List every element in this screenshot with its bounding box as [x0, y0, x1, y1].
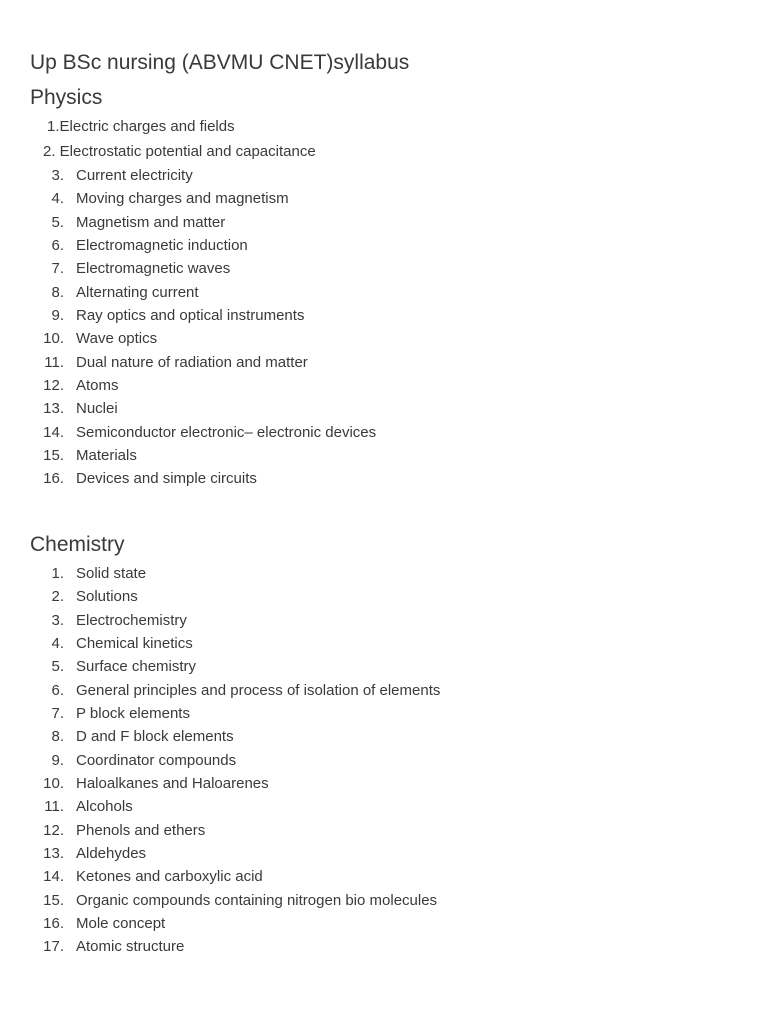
list-item	[30, 751, 750, 774]
list-item-number: 6.	[51, 237, 64, 255]
list-item-text: Phenols and ethers	[76, 821, 206, 839]
list-item-number: 12.	[43, 377, 64, 395]
list-item	[30, 376, 750, 399]
list-item-number: 4.	[51, 190, 64, 208]
list-item-number: 5.	[51, 658, 64, 676]
list-item	[30, 891, 750, 914]
list-item-text: Dual nature of radiation and matter	[76, 353, 308, 371]
list-item	[30, 166, 750, 189]
list-item-number: 7.	[51, 260, 64, 278]
list-item-text: Wave optics	[76, 330, 158, 348]
chemistry-heading: Chemistry	[30, 532, 125, 556]
list-item	[30, 259, 750, 282]
list-item	[30, 727, 750, 750]
list-item-text: Materials	[76, 447, 137, 465]
list-item-text: General principles and process of isolation of elements	[76, 681, 441, 699]
list-item-number: 17.	[43, 938, 64, 956]
list-item-text: Semiconductor electronic– electronic devices	[76, 423, 377, 441]
list-item-number: 6.	[51, 681, 64, 699]
list-item-number: 9.	[51, 751, 64, 769]
physics-section	[30, 83, 750, 493]
list-item-number: 5.	[51, 213, 64, 231]
list-item-text: Electromagnetic waves	[76, 260, 231, 278]
list-item-number: 2.	[51, 588, 64, 606]
list-item	[30, 681, 750, 704]
list-item	[30, 914, 750, 937]
list-item-number: 16.	[43, 470, 64, 488]
list-item-text: Atoms	[76, 377, 119, 395]
list-item-text: Solid state	[76, 564, 147, 582]
list-item-number: 8.	[51, 728, 64, 746]
list-item-text: Electrochemistry	[76, 611, 187, 629]
list-item-number: 11.	[44, 798, 64, 816]
list-item	[30, 587, 750, 610]
list-item-number: 1.	[51, 564, 64, 582]
list-item-number: 14.	[43, 423, 64, 441]
list-item-number: 4.	[51, 634, 64, 652]
list-item-text: Ketones and carboxylic acid	[76, 868, 263, 886]
physics-heading: Physics	[30, 86, 103, 109]
list-item	[30, 353, 750, 376]
list-item-text: Ray optics and optical instruments	[76, 307, 305, 325]
list-item	[30, 213, 750, 236]
list-item-text: Atomic structure	[76, 938, 185, 956]
list-item-number: 9.	[51, 307, 64, 325]
document-page	[30, 48, 750, 961]
list-item-text: Surface chemistry	[76, 658, 197, 676]
list-item-text: Current electricity	[76, 167, 193, 184]
list-item-text: Mole concept	[76, 914, 166, 932]
list-item-number: 3.	[51, 167, 64, 184]
list-item-number: 13.	[43, 844, 64, 862]
list-item-text: Devices and simple circuits	[76, 470, 257, 488]
list-item-text: Organic compounds containing nitrogen bio molecules	[76, 891, 438, 909]
chemistry-topic-list	[30, 564, 750, 961]
list-item	[30, 611, 750, 634]
list-item-text: Electromagnetic induction	[76, 237, 248, 255]
list-item	[30, 657, 750, 680]
list-item-text: P block elements	[76, 704, 190, 722]
list-item	[30, 564, 750, 587]
document-title: Up BSc nursing (ABVMU CNET)syllabus	[30, 51, 410, 74]
list-item	[30, 446, 750, 469]
list-item	[30, 797, 750, 820]
list-item-number: 15.	[43, 891, 64, 909]
list-item	[30, 189, 750, 212]
list-item-text: D and F block elements	[76, 728, 234, 746]
list-item	[30, 306, 750, 329]
list-item	[30, 867, 750, 890]
list-item-number: 8.	[51, 283, 64, 301]
list-item-number: 7.	[51, 704, 64, 722]
list-item	[30, 236, 750, 259]
list-item	[30, 704, 750, 727]
list-item	[30, 634, 750, 657]
list-item-number: 15.	[43, 447, 64, 465]
list-item-text: Aldehydes	[76, 844, 147, 862]
chemistry-section	[30, 530, 750, 961]
list-item	[30, 821, 750, 844]
list-item	[30, 937, 750, 960]
list-item-text: Alternating current	[76, 283, 199, 301]
list-item	[30, 469, 750, 492]
list-item	[30, 774, 750, 797]
list-item	[30, 399, 750, 422]
list-item-number: 11.	[44, 353, 64, 371]
list-item-text: Magnetism and matter	[76, 213, 226, 231]
physics-plain-item: 2. Electrostatic potential and capacitance	[43, 143, 316, 160]
list-item-number: 10.	[43, 774, 64, 792]
list-item	[30, 329, 750, 352]
list-item-text: Coordinator compounds	[76, 751, 237, 769]
list-item-text: Nuclei	[76, 400, 118, 418]
list-item-text: Moving charges and magnetism	[76, 190, 289, 208]
list-item	[30, 844, 750, 867]
physics-plain-item: 1.Electric charges and fields	[47, 118, 235, 135]
list-item-text: Solutions	[76, 588, 138, 606]
list-item-number: 3.	[51, 611, 64, 629]
list-item-number: 16.	[43, 914, 64, 932]
list-item-number: 13.	[43, 400, 64, 418]
list-item	[30, 283, 750, 306]
list-item-number: 12.	[43, 821, 64, 839]
list-item-text: Haloalkanes and Haloarenes	[76, 774, 269, 792]
list-item	[30, 423, 750, 446]
physics-topic-list	[30, 166, 750, 493]
list-item-number: 10.	[43, 330, 64, 348]
list-item-text: Chemical kinetics	[76, 634, 193, 652]
list-item-number: 14.	[43, 868, 64, 886]
list-item-text: Alcohols	[76, 798, 133, 816]
